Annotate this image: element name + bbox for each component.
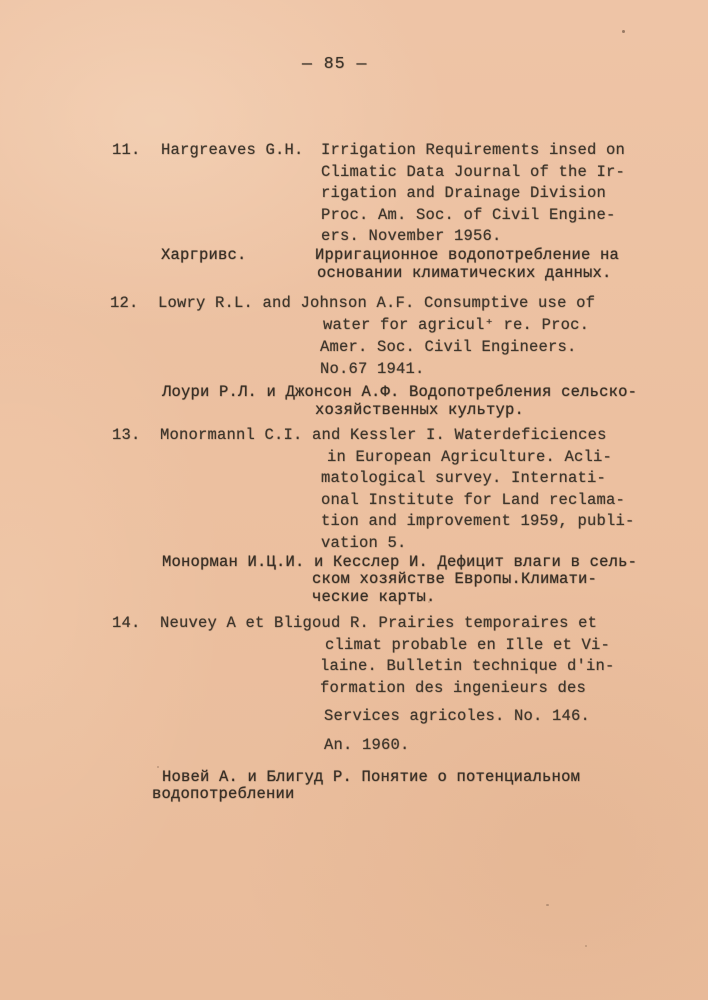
entry-14-line: Services agricoles. No. 146.	[324, 707, 591, 725]
entry-13-russian-line: Монорман И.Ц.И. и Кесслер И. Дефицит влаги в сель-	[162, 553, 638, 571]
paper-speck	[585, 945, 587, 947]
entry-14-number: 14.	[112, 614, 141, 632]
entry-11-author: Hargreaves G.H.	[161, 141, 304, 159]
entry-13-line: vation 5.	[321, 534, 407, 552]
paper-speck	[546, 904, 549, 906]
entry-14-russian-line: Новей А. и Блигуд Р. Понятие о потенциальном	[162, 768, 581, 786]
entry-14-line: climat probable en Ille et Vi-	[325, 636, 611, 654]
entry-13-line: Monormannl C.I. and Kessler I. Waterdeficiences	[160, 426, 607, 444]
entry-13-number: 13.	[112, 426, 141, 444]
entry-12-russian-line: хозяйственных культур.	[315, 401, 525, 419]
entry-13-russian-line: ском хозяйстве Европы.Климати-	[312, 570, 598, 588]
paper-speck	[428, 601, 430, 603]
paper-speck	[622, 30, 625, 33]
entry-11-russian-line: Ирригационное водопотребление на	[315, 246, 620, 264]
entry-14-line: formation des ingenieurs des	[320, 679, 587, 697]
entry-11-number: 11.	[112, 141, 141, 159]
entry-12-line: Amer. Soc. Civil Engineers.	[320, 338, 577, 356]
entry-11-line: ers. November 1956.	[321, 227, 502, 245]
entry-12-line: water for agricul⁺ re. Proc.	[323, 316, 590, 334]
entry-14-line: An. 1960.	[324, 736, 410, 754]
entry-11-line: Climatic Data Journal of the Ir-	[321, 163, 626, 181]
entry-14-russian-line: водопотреблении	[152, 785, 295, 803]
entry-13-line: in European Agriculture. Acli-	[327, 448, 613, 466]
paper-speck	[157, 766, 159, 768]
page-number: — 85 —	[302, 54, 368, 73]
entry-13-line: matological survey. Internati-	[321, 469, 607, 487]
entry-11-line: Irrigation Requirements insed on	[321, 141, 626, 159]
entry-11-line: Proc. Am. Soc. of Civil Engine-	[321, 206, 616, 224]
entry-11-line: rigation and Drainage Division	[321, 184, 607, 202]
entry-14-line: laine. Bulletin technique d'in-	[320, 657, 615, 675]
entry-13-russian-line: ческие карты.	[312, 588, 436, 606]
entry-12-russian-line: Лоури Р.Л. и Джонсон А.Ф. Водопотребления сельско-	[162, 383, 638, 401]
entry-14-line: Neuvey A et Bligoud R. Prairies temporaires et	[160, 614, 598, 632]
entry-13-line: tion and improvement 1959, publi-	[321, 512, 635, 530]
entry-12-number: 12.	[110, 294, 139, 312]
entry-12-line: Lowry R.L. and Johnson A.F. Consumptive use of	[158, 294, 596, 312]
entry-11-russian-author: Харгривс.	[161, 246, 247, 264]
entry-11-russian-line: основании климатических данных.	[317, 264, 612, 282]
entry-12-line: No.67 1941.	[320, 360, 425, 378]
entry-13-line: onal Institute for Land reclama-	[321, 491, 626, 509]
